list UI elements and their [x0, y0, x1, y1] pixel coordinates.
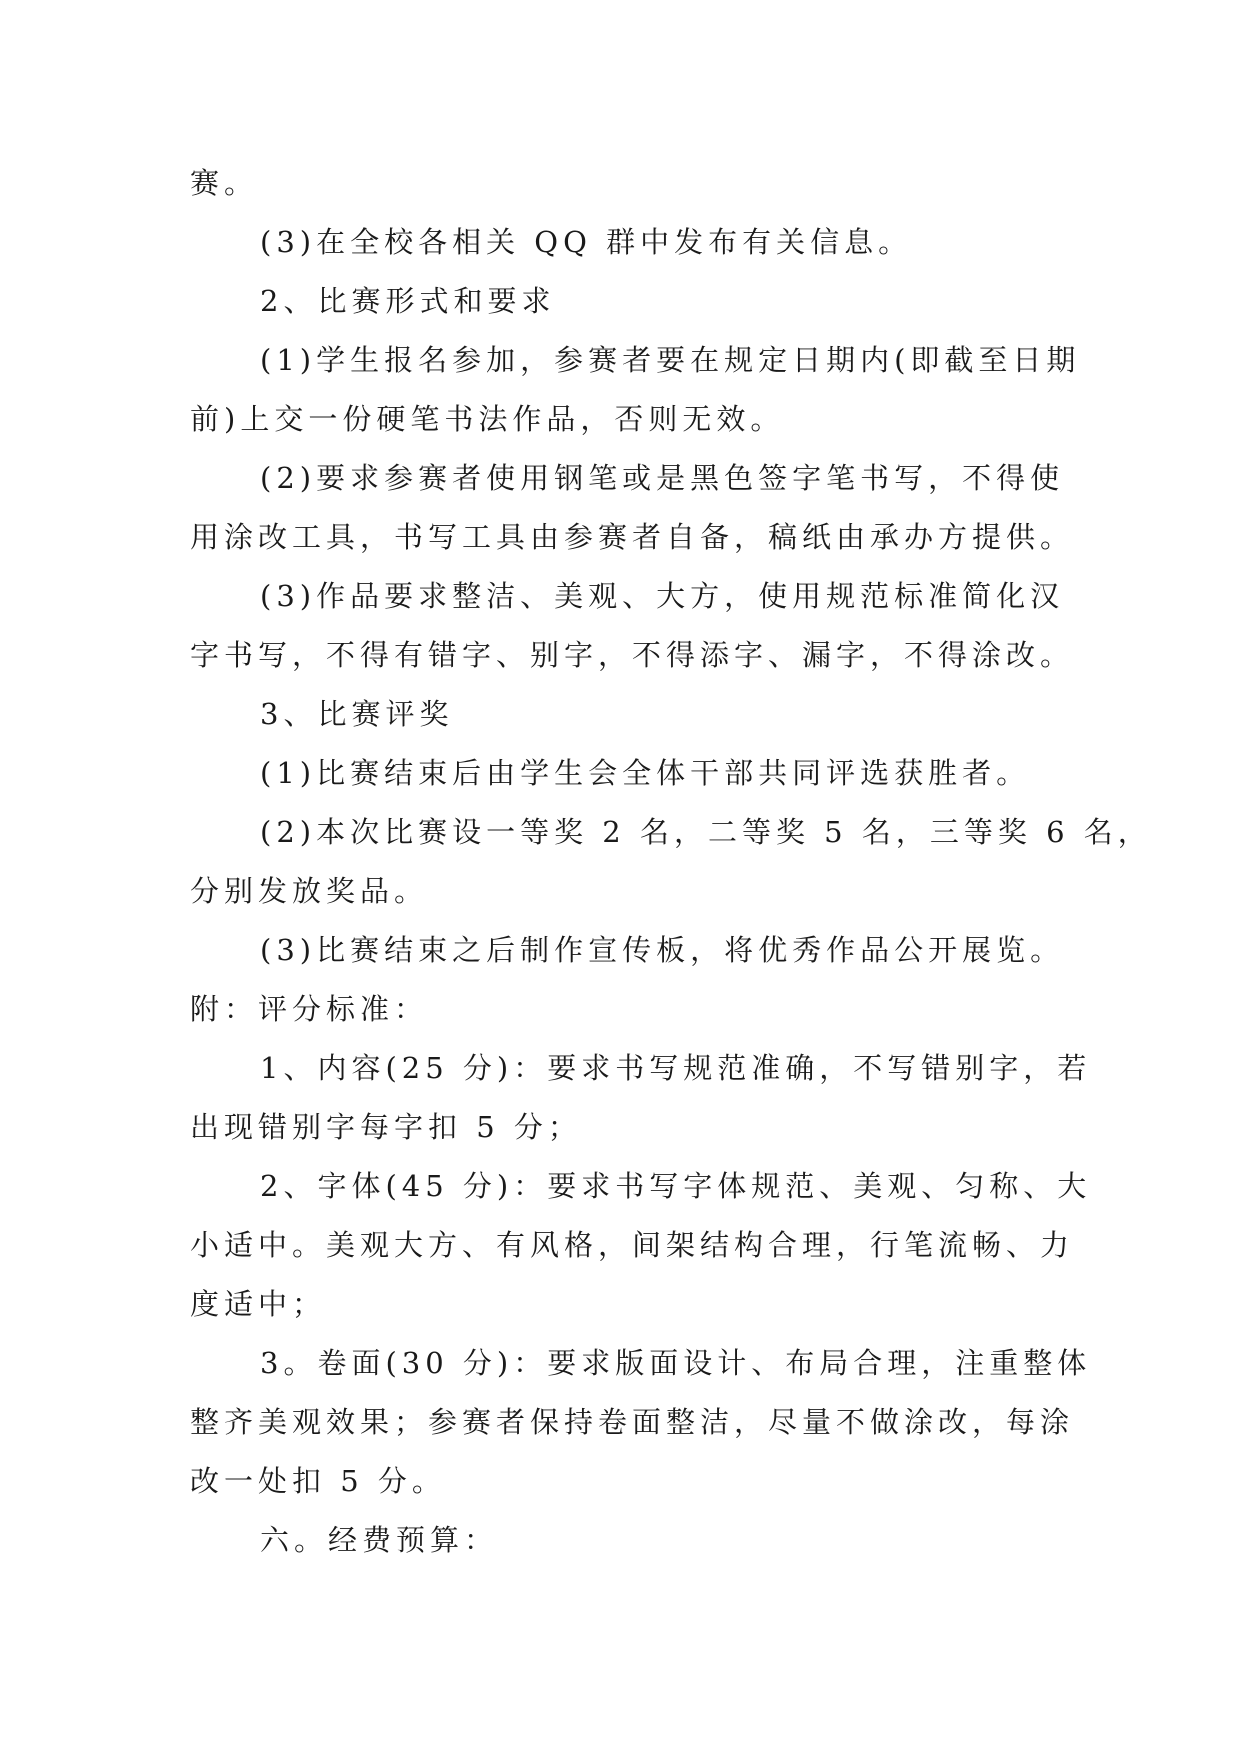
text-line: (1)学生报名参加，参赛者要在规定日期内(即截至日期 — [260, 343, 1081, 377]
text-line: 改一处扣 5 分。 — [190, 1464, 446, 1498]
text-line: (2)要求参赛者使用钢笔或是黑色签字笔书写，不得使 — [260, 461, 1065, 495]
section-heading: 六。经费预算： — [260, 1523, 499, 1557]
text-line: 分别发放奖品。 — [190, 874, 429, 908]
text-line: 小适中。美观大方、有风格，间架结构合理，行笔流畅、力 — [190, 1228, 1075, 1262]
text-line: 1、内容(25 分)：要求书写规范准确，不写错别字，若 — [260, 1051, 1092, 1085]
text-line: 字书写，不得有错字、别字，不得添字、漏字，不得涂改。 — [190, 638, 1075, 672]
section-heading: 3、比赛评奖 — [260, 697, 454, 731]
text-line: 整齐美观效果；参赛者保持卷面整洁，尽量不做涂改，每涂 — [190, 1405, 1075, 1439]
text-line: 3。卷面(30 分)：要求版面设计、布局合理，注重整体 — [260, 1346, 1092, 1380]
text-line: (2)本次比赛设一等奖 2 名，二等奖 5 名，三等奖 6 名， — [260, 815, 1152, 849]
text-line: 度适中； — [190, 1287, 327, 1321]
body-text — [190, 154, 1152, 1570]
text-line: (3)作品要求整洁、美观、大方，使用规范标准简化汉 — [260, 579, 1065, 613]
text-line: (3)比赛结束之后制作宣传板，将优秀作品公开展览。 — [260, 933, 1065, 967]
text-line: 前)上交一份硬笔书法作品，否则无效。 — [190, 402, 785, 436]
section-heading: 附：评分标准： — [190, 992, 429, 1026]
text-line: 赛。 — [190, 166, 259, 200]
text-line: (1)比赛结束后由学生会全体干部共同评选获胜者。 — [260, 756, 1031, 790]
text-line: 出现错别字每字扣 5 分； — [190, 1110, 582, 1144]
section-heading: 2、比赛形式和要求 — [260, 284, 556, 318]
text-line: (3)在全校各相关 QQ 群中发布有关信息。 — [260, 225, 913, 259]
text-line: 2、字体(45 分)：要求书写字体规范、美观、匀称、大 — [260, 1169, 1092, 1203]
text-line: 用涂改工具，书写工具由参赛者自备，稿纸由承办方提供。 — [190, 520, 1075, 554]
